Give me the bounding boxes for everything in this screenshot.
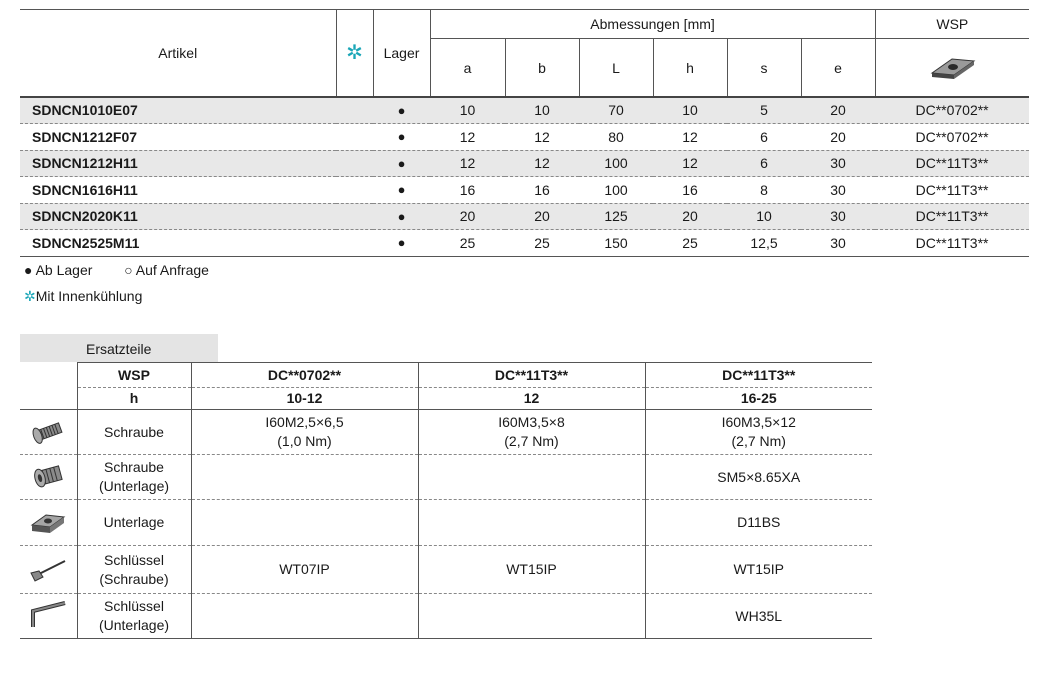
header-lager: Lager bbox=[373, 10, 430, 97]
part-cell-3: SM5×8.65XA bbox=[645, 455, 872, 500]
part-name: Schlüssel (Unterlage) bbox=[77, 594, 191, 639]
part-cell-2: I60M3,5×8 (2,7 Nm) bbox=[418, 410, 645, 455]
a-cell: 25 bbox=[430, 230, 505, 257]
s-cell: 12,5 bbox=[727, 230, 801, 257]
b-cell: 25 bbox=[505, 230, 579, 257]
e-cell: 30 bbox=[801, 150, 875, 177]
artikel-cell: SDNCN1212H11 bbox=[20, 150, 336, 177]
table-row bbox=[20, 203, 1029, 230]
artikel-cell: SDNCN2020K11 bbox=[20, 203, 336, 230]
legend-ab-lager: ● Ab Lager bbox=[24, 262, 93, 278]
b-cell: 10 bbox=[505, 97, 579, 124]
part-name: Schraube bbox=[77, 410, 191, 455]
part-name: Schlüssel (Schraube) bbox=[77, 546, 191, 594]
e-cell: 30 bbox=[801, 230, 875, 257]
header-s: s bbox=[727, 39, 801, 97]
header-e: e bbox=[801, 39, 875, 97]
article-table bbox=[20, 9, 1029, 257]
header-a: a bbox=[430, 39, 505, 97]
shim-screw-icon bbox=[20, 455, 77, 500]
parts-wsp-3: DC**11T3** bbox=[645, 363, 872, 388]
hex-key-icon bbox=[20, 594, 77, 639]
header-artikel: Artikel bbox=[20, 10, 336, 97]
L-cell: 100 bbox=[579, 150, 653, 177]
a-cell: 12 bbox=[430, 150, 505, 177]
part-cell-2 bbox=[418, 500, 645, 546]
parts-h-1: 10-12 bbox=[191, 388, 418, 410]
legend-innenkuehlung: Mit Innenkühlung bbox=[35, 288, 143, 304]
a-cell: 10 bbox=[430, 97, 505, 124]
e-cell: 30 bbox=[801, 177, 875, 204]
a-cell: 16 bbox=[430, 177, 505, 204]
table-row bbox=[20, 150, 1029, 177]
b-cell: 12 bbox=[505, 124, 579, 151]
s-cell: 5 bbox=[727, 97, 801, 124]
spare-parts-tab: Ersatzteile bbox=[20, 334, 218, 362]
spare-parts-table bbox=[20, 362, 872, 639]
coolant-icon: ✲ bbox=[346, 42, 363, 65]
parts-wsp-label: WSP bbox=[77, 363, 191, 388]
artikel-cell: SDNCN1616H11 bbox=[20, 177, 336, 204]
coolant-cell bbox=[336, 230, 373, 257]
header-b: b bbox=[505, 39, 579, 97]
parts-row bbox=[20, 594, 872, 639]
legend-coolant bbox=[24, 288, 142, 305]
table-row bbox=[20, 230, 1029, 257]
lager-cell: ● bbox=[373, 97, 430, 124]
part-cell-3: WH35L bbox=[645, 594, 872, 639]
part-name: Unterlage bbox=[77, 500, 191, 546]
h-cell: 20 bbox=[653, 203, 727, 230]
s-cell: 6 bbox=[727, 150, 801, 177]
wsp-cell: DC**11T3** bbox=[875, 150, 1029, 177]
e-cell: 30 bbox=[801, 203, 875, 230]
coolant-cell bbox=[336, 150, 373, 177]
table-row bbox=[20, 97, 1029, 124]
wsp-cell: DC**0702** bbox=[875, 124, 1029, 151]
part-name: Schraube (Unterlage) bbox=[77, 455, 191, 500]
screw-icon bbox=[20, 410, 77, 455]
coolant-cell bbox=[336, 124, 373, 151]
parts-row bbox=[20, 546, 872, 594]
s-cell: 10 bbox=[727, 203, 801, 230]
h-cell: 16 bbox=[653, 177, 727, 204]
insert-icon bbox=[875, 39, 1029, 97]
wsp-cell: DC**11T3** bbox=[875, 230, 1029, 257]
h-cell: 10 bbox=[653, 97, 727, 124]
part-cell-3: WT15IP bbox=[645, 546, 872, 594]
h-cell: 25 bbox=[653, 230, 727, 257]
L-cell: 80 bbox=[579, 124, 653, 151]
L-cell: 70 bbox=[579, 97, 653, 124]
part-cell-1: WT07IP bbox=[191, 546, 418, 594]
artikel-cell: SDNCN1212F07 bbox=[20, 124, 336, 151]
part-cell-2 bbox=[418, 455, 645, 500]
parts-h-2: 12 bbox=[418, 388, 645, 410]
artikel-cell: SDNCN2525M11 bbox=[20, 230, 336, 257]
L-cell: 100 bbox=[579, 177, 653, 204]
parts-wsp-2: DC**11T3** bbox=[418, 363, 645, 388]
L-cell: 125 bbox=[579, 203, 653, 230]
b-cell: 16 bbox=[505, 177, 579, 204]
wsp-cell: DC**0702** bbox=[875, 97, 1029, 124]
legend-auf-anfrage: ○ Auf Anfrage bbox=[124, 262, 209, 278]
header-wsp: WSP bbox=[875, 10, 1029, 39]
part-cell-2 bbox=[418, 594, 645, 639]
part-cell-1 bbox=[191, 594, 418, 639]
wsp-cell: DC**11T3** bbox=[875, 203, 1029, 230]
b-cell: 12 bbox=[505, 150, 579, 177]
lager-cell: ● bbox=[373, 124, 430, 151]
coolant-icon: ✲ bbox=[24, 288, 36, 304]
parts-h-label: h bbox=[77, 388, 191, 410]
a-cell: 12 bbox=[430, 124, 505, 151]
header-coolant bbox=[336, 10, 373, 97]
artikel-cell: SDNCN1010E07 bbox=[20, 97, 336, 124]
part-cell-1: I60M2,5×6,5 (1,0 Nm) bbox=[191, 410, 418, 455]
part-cell-2: WT15IP bbox=[418, 546, 645, 594]
coolant-cell bbox=[336, 177, 373, 204]
s-cell: 8 bbox=[727, 177, 801, 204]
h-cell: 12 bbox=[653, 124, 727, 151]
s-cell: 6 bbox=[727, 124, 801, 151]
part-cell-3: D11BS bbox=[645, 500, 872, 546]
part-cell-1 bbox=[191, 500, 418, 546]
L-cell: 150 bbox=[579, 230, 653, 257]
parts-wsp-1: DC**0702** bbox=[191, 363, 418, 388]
lager-cell: ● bbox=[373, 150, 430, 177]
header-abmessungen: Abmessungen [mm] bbox=[430, 10, 875, 39]
parts-row bbox=[20, 455, 872, 500]
table-row bbox=[20, 177, 1029, 204]
coolant-cell bbox=[336, 203, 373, 230]
h-cell: 12 bbox=[653, 150, 727, 177]
header-L: L bbox=[579, 39, 653, 97]
torx-key-icon bbox=[20, 546, 77, 594]
lager-cell: ● bbox=[373, 230, 430, 257]
parts-row bbox=[20, 500, 872, 546]
shim-icon bbox=[20, 500, 77, 546]
parts-h-3: 16-25 bbox=[645, 388, 872, 410]
parts-row bbox=[20, 410, 872, 455]
e-cell: 20 bbox=[801, 124, 875, 151]
b-cell: 20 bbox=[505, 203, 579, 230]
part-cell-3: I60M3,5×12 (2,7 Nm) bbox=[645, 410, 872, 455]
table-row bbox=[20, 124, 1029, 151]
lager-cell: ● bbox=[373, 203, 430, 230]
wsp-cell: DC**11T3** bbox=[875, 177, 1029, 204]
part-cell-1 bbox=[191, 455, 418, 500]
legend-row bbox=[24, 262, 209, 278]
a-cell: 20 bbox=[430, 203, 505, 230]
header-h: h bbox=[653, 39, 727, 97]
e-cell: 20 bbox=[801, 97, 875, 124]
coolant-cell bbox=[336, 97, 373, 124]
lager-cell: ● bbox=[373, 177, 430, 204]
